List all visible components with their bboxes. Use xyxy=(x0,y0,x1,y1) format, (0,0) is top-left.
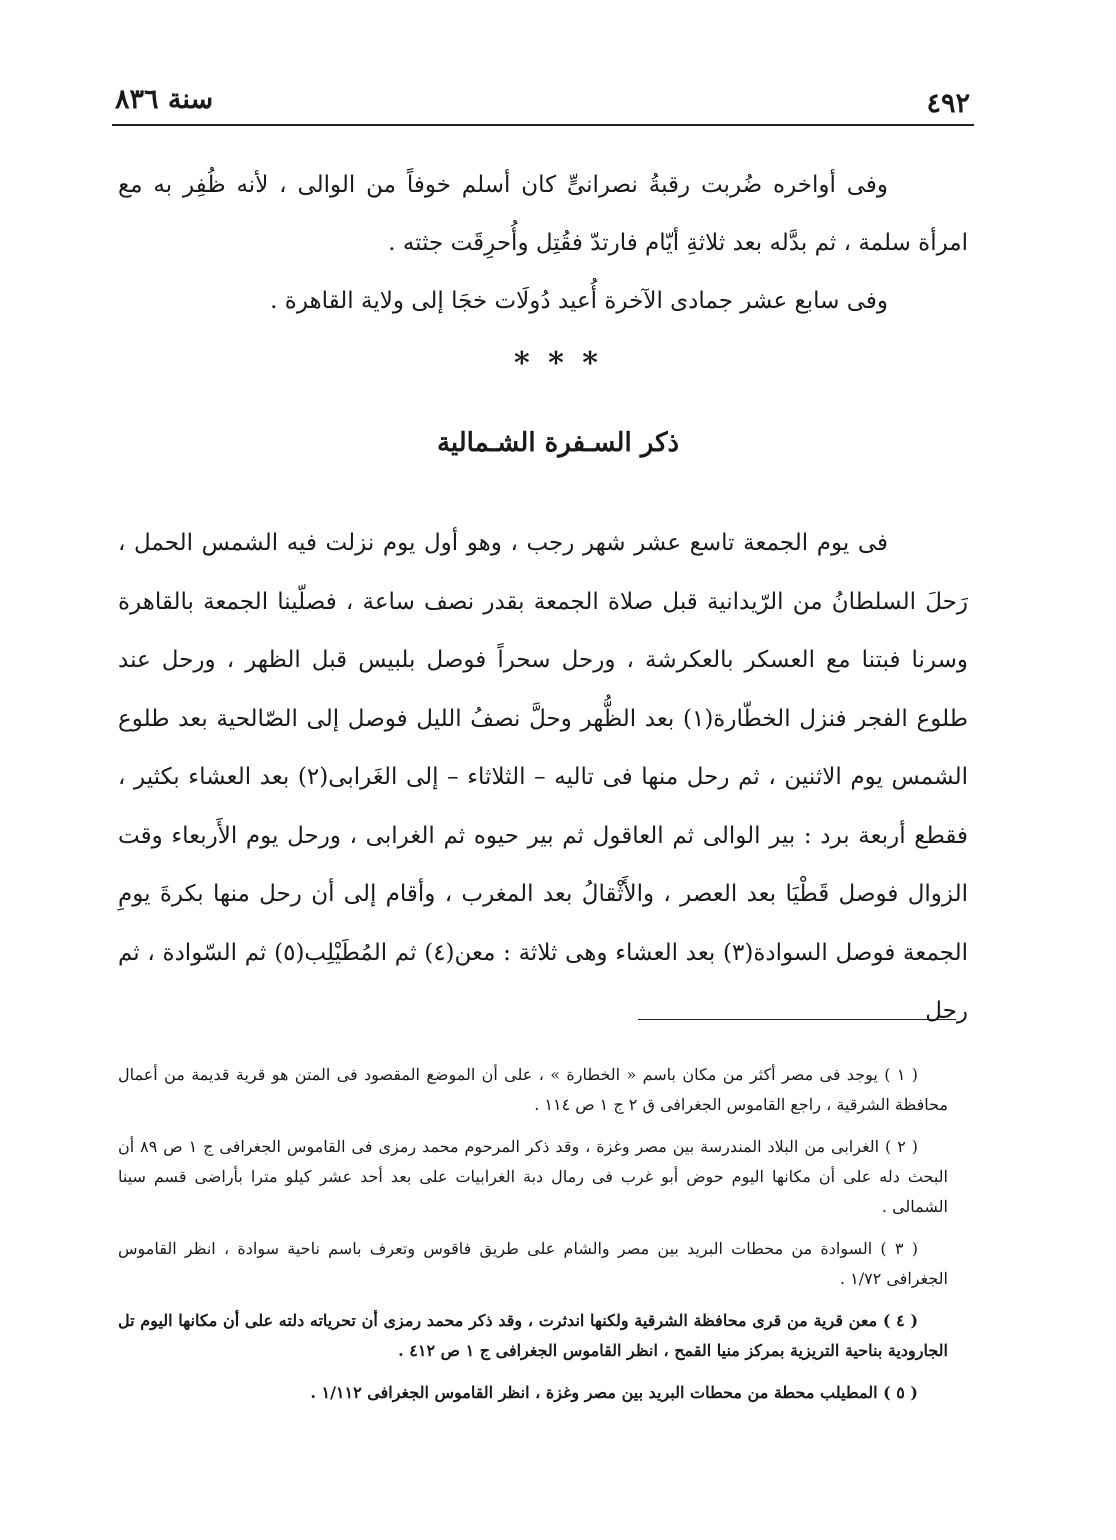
section-heading: ذكر السـفرة الشـمالية xyxy=(436,428,680,458)
page-number: ٤٩٢ xyxy=(926,88,970,119)
footnote: ( ١ ) يوجد فى مصر أكثر من مكان باسم « الخطارة » ، على أن الموضع المقصود فى المتن هو قرية قديمة من أعمال محافظة الشرقية ، راجع القاموس الجغرافى ق ٢ ج ١ ص ١١٤ . xyxy=(118,1065,948,1114)
footnote: ( ٢ ) الغرابى من البلاد المندرسة بين مصر وغزة ، وقد ذكر المرحوم محمد رمزى فى القاموس الجغرافى ج ١ ص ٨٩ أن البحث دله على أن مكانها اليوم حوض أبو غرب فى رمال دبة الغرابيات على بعد أحد عشر كيلو مترا بأراضى قسم سينا الشمالى . xyxy=(118,1137,948,1216)
paragraph: فى يوم الجمعة تاسع عشر شهر رجب ، وهو أول يوم نزلت فيه الشمس الحمل ، رَحلَ السلطانُ من الرّيدانية قبل صلاة الجمعة بقدر نصف ساعة ، فصلّينا الجمعة بالقاهرة وسرنا فبتنا مع العسكر بالعكرشة ، ورحل سحراً فوصل بلبيس قبل الظهر ، ورحل عند طلوع الفجر فنزل الخطّارة(١) بعد الظُّهر وحلَّ نصفُ الليل فوصل إلى الصّالحية بعد طلوع الشمس يوم الاثنين ، ثم رحل منها فى تاليه – الثلاثاء – إلى الغَرابى(٢) بعد العشاء بكثير ، فقطع أربعة برد : بير الوالى ثم العاقول ثم بير حيوه ثم الغرابى ، ورحل يوم الأَربعاء وقت الزوال فوصل قَطْيَا بعد العصر ، والأَثْقالُ بعد المغرب ، وأقام إلى أن رحل منها بكرةَ يومِ الجمعة فوصل السوادة(٣) بعد العشاء وهى ثلاثة : معن(٤) ثم المُطَيْلِب(٥) ثم السّوادة ، ثم رحل xyxy=(118,530,968,1024)
paragraph: وفى سابع عشر جمادى الآخرة أُعيد دُولَات خجَا إلى ولاية القاهرة . xyxy=(270,288,888,314)
running-head: سنة ٨٣٦ xyxy=(115,84,214,115)
main-text-block xyxy=(118,514,968,1041)
footnote-rule xyxy=(638,1019,956,1020)
asterism-separator: * * * xyxy=(514,346,602,381)
header-rule xyxy=(112,124,974,126)
paragraph: وفى أواخره ضُربت رقبةُ نصرانىٍّ كان أسلم خوفاً من الوالى ، لأنه ظُفِر به مع امرأة سلمة ، ثم بدَّله بعد ثلاثةِ أيّام فارتدّ فقُتِل وأُحرِقَت جثته . xyxy=(118,172,968,256)
top-text-block xyxy=(118,156,968,330)
page-header xyxy=(115,82,970,122)
footnote: ( ٤ ) معن قرية من قرى محافظة الشرقية ولكنها اندثرت ، وقد ذكر محمد رمزى أن تحرياته دلته على أن مكانها اليوم تل الجارودية بناحية التريزية بمركز منيا القمح ، انظر القاموس الجغرافى ج ١ ص ٤١٢ . xyxy=(118,1311,948,1360)
footnote: ( ٥ ) المطيلب محطة من محطات البريد بين مصر وغزة ، انظر القاموس الجغرافى ١/١١٢ . xyxy=(310,1383,918,1402)
footnotes xyxy=(118,1060,948,1420)
footnote: ( ٣ ) السوادة من محطات البريد بين مصر والشام على طريق فاقوس وتعرف باسم ناحية سوادة ، انظر القاموس الجغرافى ١/٧٢ . xyxy=(118,1239,948,1288)
